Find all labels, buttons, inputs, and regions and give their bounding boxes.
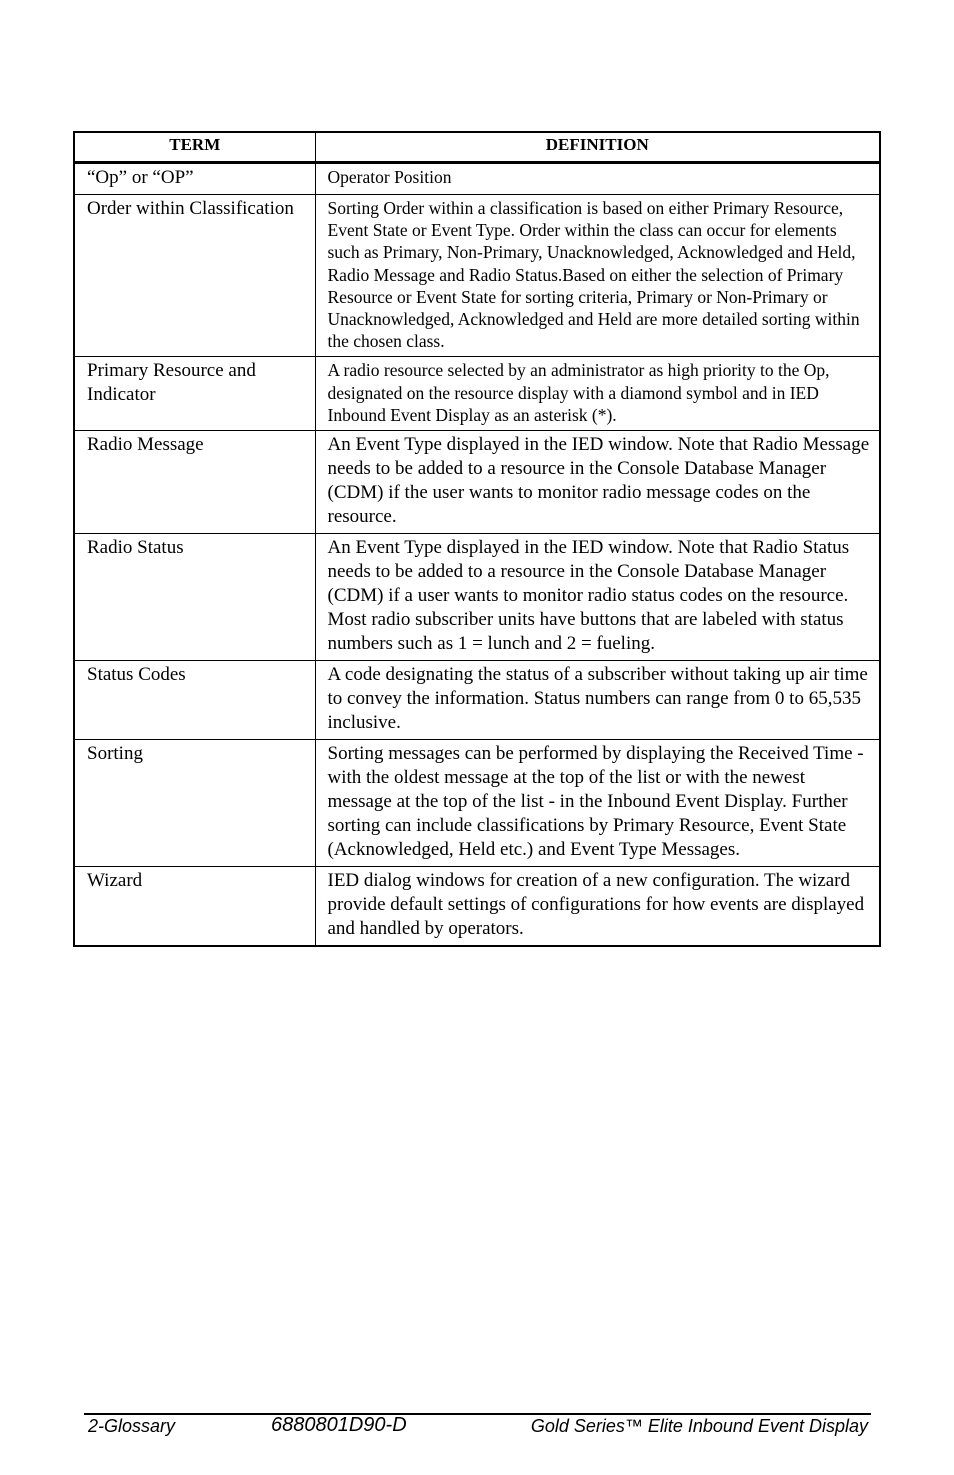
header-definition: DEFINITION	[315, 132, 880, 163]
term-cell: Primary Resource and Indicator	[74, 357, 315, 431]
table-row	[74, 163, 880, 195]
definition-cell: Sorting messages can be performed by displaying the Received Time -with the oldest message at the top of the list or with the newest message at the top of the list - in the Inbound Event Display. Further sorting can include classifications by Primary Resource, Event State (Acknowledged, Held etc.) and Event Type Messages.	[315, 740, 880, 867]
table-row	[74, 661, 880, 740]
definition-cell: A code designating the status of a subscriber without taking up air time to convey the information. Status numbers can range from 0 to 65,535 inclusive.	[315, 661, 880, 740]
term-cell: “Op” or “OP”	[74, 163, 315, 195]
term-cell: Wizard	[74, 867, 315, 947]
term-cell: Sorting	[74, 740, 315, 867]
footer-divider	[84, 1413, 871, 1415]
table-row	[74, 867, 880, 947]
definition-cell: An Event Type displayed in the IED window. Note that Radio Status needs to be added to a resource in the Console Database Manager (CDM) if a user wants to monitor radio status codes on the resource. Most radio subscriber units have buttons that are labeled with status numbers such as 1 = lunch and 2 = fueling.	[315, 534, 880, 661]
footer-section-label: 2-Glossary	[88, 1416, 176, 1436]
footer-product-title: Gold Series™ Elite Inbound Event Display	[530, 1416, 868, 1436]
footer-doc-number: 6880801D90-D	[271, 1414, 407, 1436]
table-row	[74, 195, 880, 357]
table-row	[74, 740, 880, 867]
term-cell: Radio Status	[74, 534, 315, 661]
header-term: TERM	[74, 132, 315, 163]
term-cell: Radio Message	[74, 431, 315, 534]
table-row	[74, 357, 880, 431]
definition-cell: An Event Type displayed in the IED window. Note that Radio Message needs to be added to a resource in the Console Database Manager (CDM) if the user wants to monitor radio message codes on the resource.	[315, 431, 880, 534]
term-cell: Order within Classification	[74, 195, 315, 357]
term-cell: Status Codes	[74, 661, 315, 740]
glossary-table	[73, 131, 881, 947]
definition-cell: A radio resource selected by an administrator as high priority to the Op, designated on the resource display with a diamond symbol and in IED Inbound Event Display as an asterisk (*).	[315, 357, 880, 431]
definition-cell: Operator Position	[315, 163, 880, 195]
table-row	[74, 534, 880, 661]
definition-cell: Sorting Order within a classification is based on either Primary Resource, Event State or Event Type. Order within the class can occur for elements such as Primary, Non-Primary, Unacknowledged, Acknowledged and Held, Radio Message and Radio Status.Based on either the selection of Primary Resource or Event State for sorting criteria, Primary or Non-Primary or Unacknowledged, Acknowledged and Held are more detailed sorting within the chosen class.	[315, 195, 880, 357]
table-row	[74, 431, 880, 534]
definition-cell: IED dialog windows for creation of a new configuration. The wizard provide default settings of configurations for how events are displayed and handled by operators.	[315, 867, 880, 947]
table-header-row	[74, 132, 880, 163]
